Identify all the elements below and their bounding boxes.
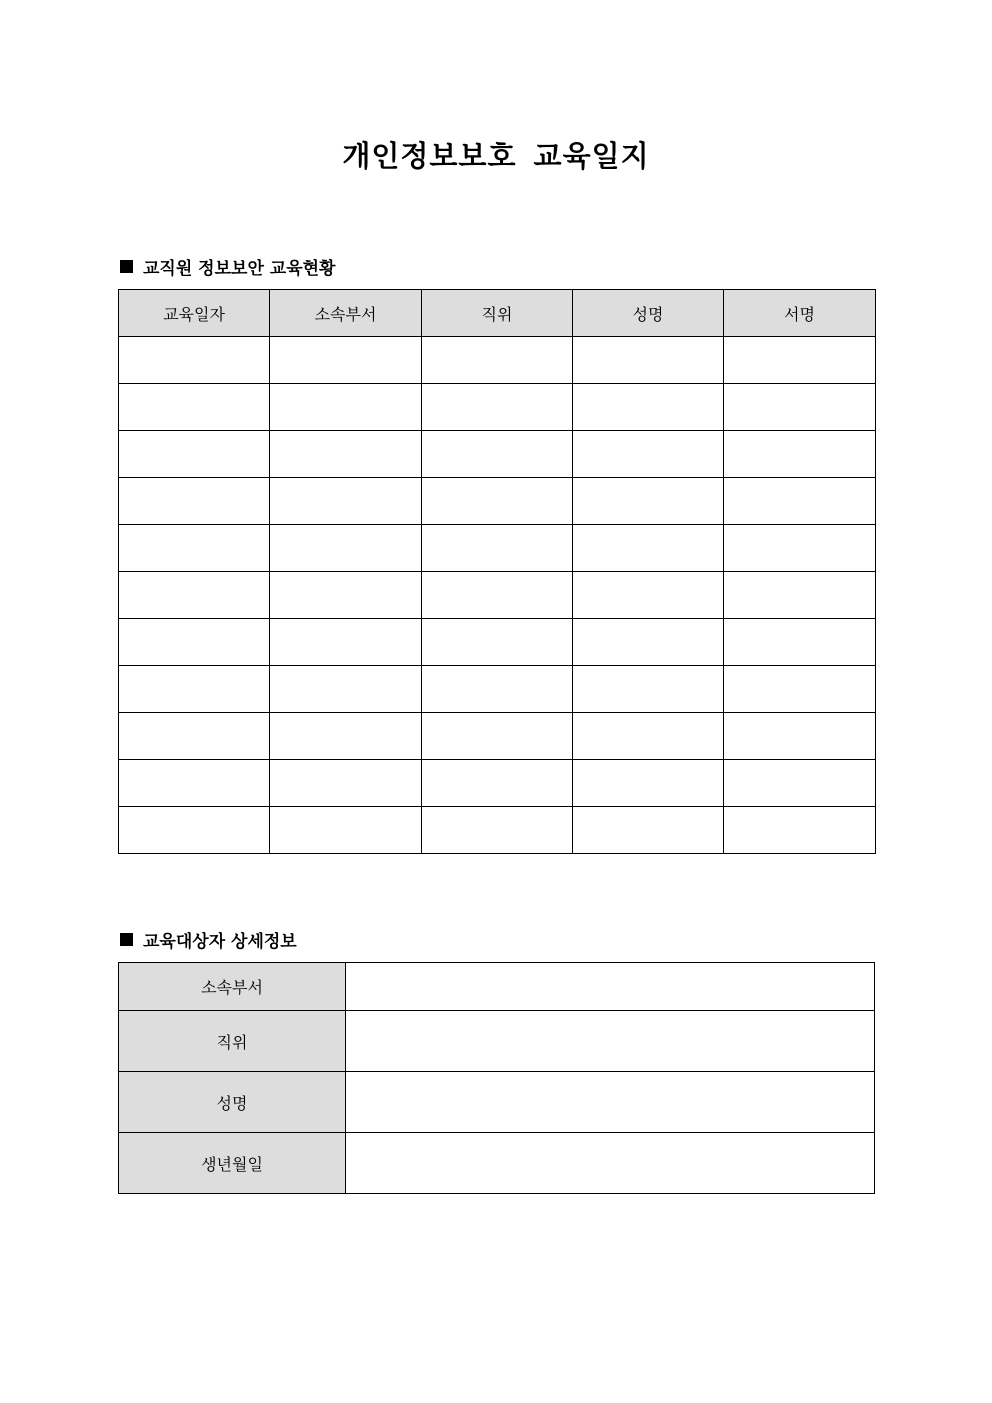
cell-date[interactable] xyxy=(119,478,270,525)
table-row xyxy=(119,478,876,525)
cell-department[interactable] xyxy=(270,525,422,572)
cell-date[interactable] xyxy=(119,666,270,713)
cell-department[interactable] xyxy=(270,572,422,619)
cell-department[interactable] xyxy=(270,431,422,478)
cell-position[interactable] xyxy=(422,619,573,666)
cell-date[interactable] xyxy=(119,619,270,666)
section-heading-label: 교육대상자 상세정보 xyxy=(143,932,297,952)
detail-value-department[interactable] xyxy=(346,963,875,1011)
detail-value-birthdate[interactable] xyxy=(346,1133,875,1194)
cell-department[interactable] xyxy=(270,760,422,807)
cell-date[interactable] xyxy=(119,760,270,807)
cell-name[interactable] xyxy=(573,431,724,478)
table-row xyxy=(119,619,876,666)
cell-department[interactable] xyxy=(270,478,422,525)
cell-signature[interactable] xyxy=(724,478,876,525)
section-heading-label: 교직원 정보보안 교육현황 xyxy=(143,259,336,279)
cell-signature[interactable] xyxy=(724,525,876,572)
cell-position[interactable] xyxy=(422,807,573,854)
column-header-position: 직위 xyxy=(422,290,573,337)
detail-row-position xyxy=(119,1011,875,1072)
cell-position[interactable] xyxy=(422,666,573,713)
table-row xyxy=(119,572,876,619)
cell-position[interactable] xyxy=(422,337,573,384)
cell-signature[interactable] xyxy=(724,760,876,807)
detail-label-birthdate: 생년월일 xyxy=(119,1133,346,1194)
cell-position[interactable] xyxy=(422,478,573,525)
cell-date[interactable] xyxy=(119,525,270,572)
cell-name[interactable] xyxy=(573,384,724,431)
cell-date[interactable] xyxy=(119,337,270,384)
cell-name[interactable] xyxy=(573,619,724,666)
cell-name[interactable] xyxy=(573,478,724,525)
column-header-department: 소속부서 xyxy=(270,290,422,337)
detail-label-name: 성명 xyxy=(119,1072,346,1133)
table-header-row xyxy=(119,290,876,337)
cell-department[interactable] xyxy=(270,713,422,760)
table-row xyxy=(119,760,876,807)
table-row xyxy=(119,525,876,572)
cell-position[interactable] xyxy=(422,572,573,619)
cell-name[interactable] xyxy=(573,666,724,713)
cell-signature[interactable] xyxy=(724,807,876,854)
column-header-date: 교육일자 xyxy=(119,290,270,337)
table-row xyxy=(119,713,876,760)
detail-row-department xyxy=(119,963,875,1011)
detail-value-name[interactable] xyxy=(346,1072,875,1133)
square-bullet-icon xyxy=(120,933,133,946)
section-heading-education-status xyxy=(120,254,335,279)
cell-position[interactable] xyxy=(422,760,573,807)
section-heading-trainee-details xyxy=(120,927,297,952)
cell-signature[interactable] xyxy=(724,572,876,619)
cell-name[interactable] xyxy=(573,337,724,384)
cell-signature[interactable] xyxy=(724,431,876,478)
cell-date[interactable] xyxy=(119,713,270,760)
detail-row-birthdate xyxy=(119,1133,875,1194)
cell-department[interactable] xyxy=(270,619,422,666)
table-row xyxy=(119,666,876,713)
cell-position[interactable] xyxy=(422,713,573,760)
cell-name[interactable] xyxy=(573,713,724,760)
cell-department[interactable] xyxy=(270,666,422,713)
education-status-table xyxy=(118,289,876,854)
cell-date[interactable] xyxy=(119,431,270,478)
detail-label-department: 소속부서 xyxy=(119,963,346,1011)
cell-position[interactable] xyxy=(422,431,573,478)
detail-row-name xyxy=(119,1072,875,1133)
table-row xyxy=(119,384,876,431)
cell-signature[interactable] xyxy=(724,384,876,431)
cell-name[interactable] xyxy=(573,807,724,854)
education-status-table-body xyxy=(119,337,876,854)
detail-value-position[interactable] xyxy=(346,1011,875,1072)
cell-name[interactable] xyxy=(573,572,724,619)
cell-signature[interactable] xyxy=(724,619,876,666)
cell-date[interactable] xyxy=(119,807,270,854)
cell-position[interactable] xyxy=(422,384,573,431)
table-row xyxy=(119,337,876,384)
cell-department[interactable] xyxy=(270,337,422,384)
detail-label-position: 직위 xyxy=(119,1011,346,1072)
table-row xyxy=(119,431,876,478)
cell-signature[interactable] xyxy=(724,337,876,384)
table-row xyxy=(119,807,876,854)
cell-date[interactable] xyxy=(119,572,270,619)
column-header-name: 성명 xyxy=(573,290,724,337)
cell-date[interactable] xyxy=(119,384,270,431)
trainee-details-table xyxy=(118,962,875,1194)
cell-position[interactable] xyxy=(422,525,573,572)
cell-signature[interactable] xyxy=(724,713,876,760)
cell-name[interactable] xyxy=(573,760,724,807)
cell-department[interactable] xyxy=(270,384,422,431)
cell-signature[interactable] xyxy=(724,666,876,713)
cell-name[interactable] xyxy=(573,525,724,572)
column-header-signature: 서명 xyxy=(724,290,876,337)
cell-department[interactable] xyxy=(270,807,422,854)
square-bullet-icon xyxy=(120,260,133,273)
page-title: 개인정보보호 교육일지 xyxy=(342,139,650,173)
